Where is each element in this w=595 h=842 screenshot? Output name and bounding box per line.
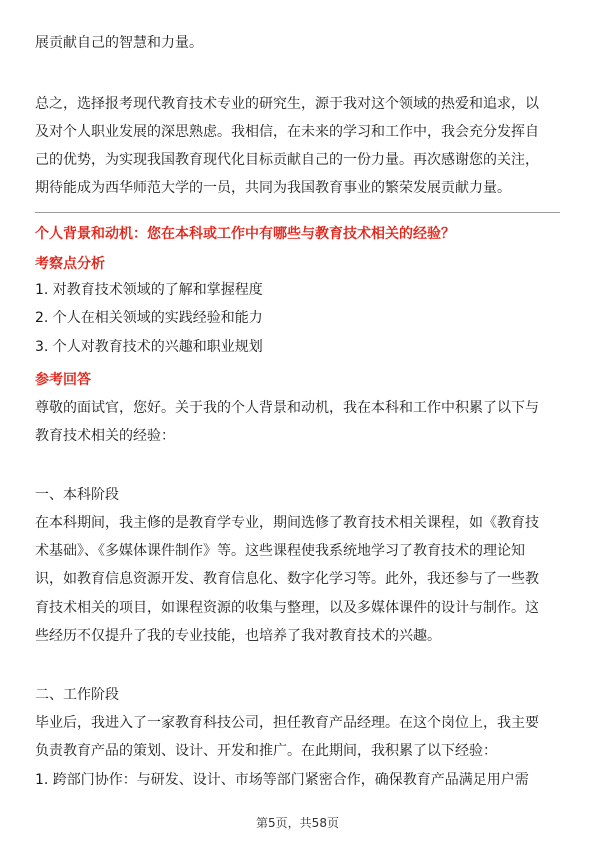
- section-divider: [35, 212, 560, 213]
- section-title-work: 二、工作阶段: [35, 687, 119, 703]
- page-number-footer: 第5页，共58页: [256, 816, 339, 830]
- undergrad-line: 在本科期间，我主修的是教育学专业，期间选修了教育技术相关课程，如《教育技: [35, 515, 539, 531]
- analysis-item: 3. 个人对教育技术的兴趣和职业规划: [35, 339, 263, 355]
- work-line: 负责教育产品的策划、设计、开发和推广。在此期间，我积累了以下经验：: [35, 743, 497, 759]
- summary-line: 期待能成为西华师范大学的一员，共同为我国教育事业的繁荣发展贡献力量。: [35, 180, 511, 196]
- undergrad-line: 识，如教育信息资源开发、教育信息化、数字化学习等。此外，我还参与了一些教: [35, 571, 539, 587]
- summary-line: 及对个人职业发展的深思熟虑。我相信，在未来的学习和工作中，我会充分发挥自: [35, 124, 539, 140]
- section-title-undergrad: 一、本科阶段: [35, 487, 119, 503]
- work-line: 毕业后，我进入了一家教育科技公司，担任教育产品经理。在这个岗位上，我主要: [35, 715, 539, 731]
- summary-line: 己的优势，为实现我国教育现代化目标贡献自己的一份力量。再次感谢您的关注，: [35, 152, 539, 168]
- analysis-item: 1. 对教育技术领域的了解和掌握程度: [35, 282, 263, 298]
- answer-intro-line: 教育技术相关的经验：: [35, 428, 175, 444]
- answer-intro-line: 尊敬的面试官，您好。关于我的个人背景和动机，我在本科和工作中积累了以下与: [35, 400, 539, 416]
- work-line: 1. 跨部门协作：与研发、设计、市场等部门紧密合作，确保教育产品满足用户需: [35, 772, 529, 788]
- summary-line: 总之，选择报考现代教育技术专业的研究生，源于我对这个领域的热爱和追求，以: [35, 96, 539, 112]
- analysis-heading: 考察点分析: [35, 256, 105, 272]
- analysis-item: 2. 个人在相关领域的实践经验和能力: [35, 310, 263, 326]
- continuation-text: 展贡献自己的智慧和力量。: [35, 35, 203, 51]
- answer-heading: 参考回答: [35, 372, 91, 388]
- undergrad-line: 术基础》、《多媒体课件制作》等。这些课程使我系统地学习了教育技术的理论知: [35, 543, 525, 559]
- undergrad-line: 育技术相关的项目，如课程资源的收集与整理，以及多媒体课件的设计与制作。这: [35, 600, 539, 616]
- undergrad-line: 些经历不仅提升了我的专业技能，也培养了我对教育技术的兴趣。: [35, 628, 441, 644]
- question-heading: 个人背景和动机：您在本科或工作中有哪些与教育技术相关的经验？: [35, 226, 455, 242]
